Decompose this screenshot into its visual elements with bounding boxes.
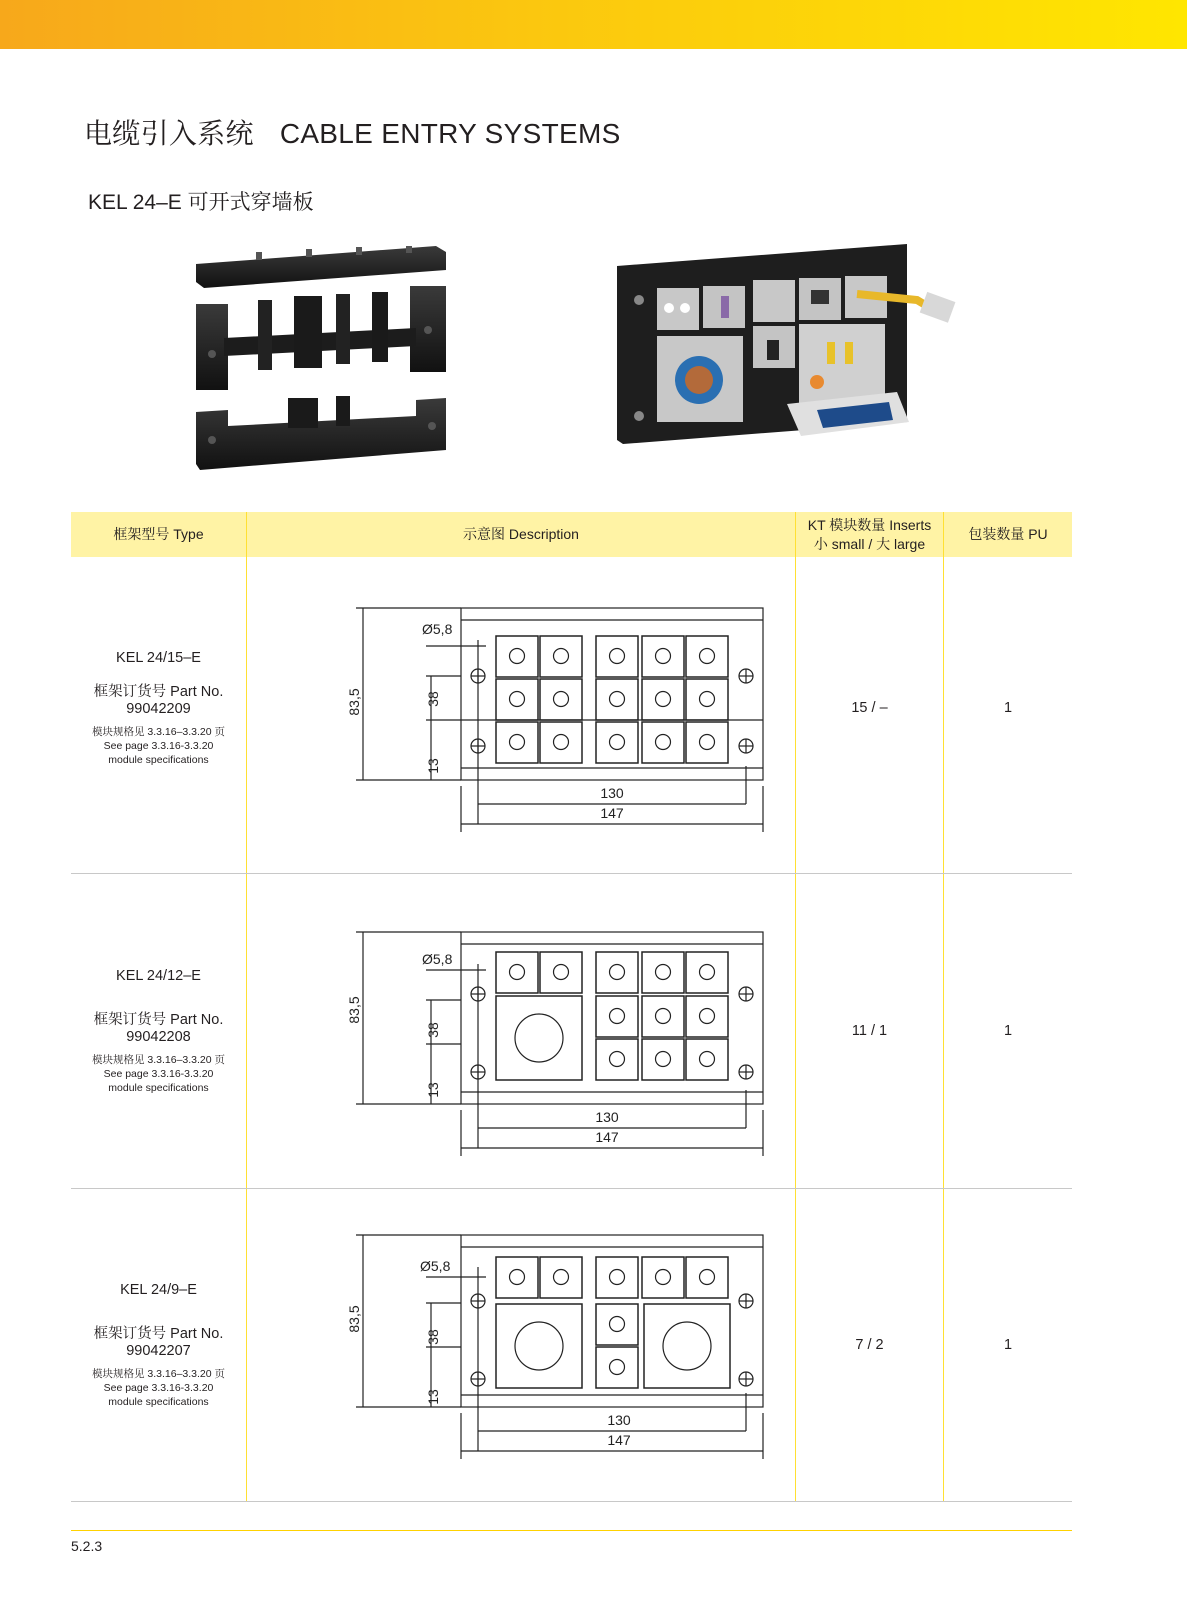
dim-hole-label: Ø5,8 bbox=[422, 951, 453, 967]
header-pu: 包装数量 PU bbox=[968, 526, 1048, 542]
dim-inner-width-label: 130 bbox=[600, 785, 624, 801]
dim-bottom-label: 13 bbox=[425, 1082, 441, 1098]
spec-note-cn: 模块规格见 3.3.16–3.3.20 页 bbox=[91, 725, 226, 738]
spec-note-en: module specifications bbox=[108, 753, 209, 766]
type-name: KEL 24/12–E bbox=[116, 967, 201, 984]
header-type: 框架型号 Type bbox=[113, 526, 204, 542]
spec-note-en: module specifications bbox=[108, 1081, 209, 1094]
dim-mid-label: 38 bbox=[425, 1329, 441, 1345]
product-subtitle: KEL 24–E 可开式穿墙板 bbox=[88, 191, 314, 214]
table-header bbox=[71, 512, 1072, 557]
dim-hole-label: Ø5,8 bbox=[422, 621, 453, 637]
type-cell bbox=[71, 874, 246, 1188]
dim-height-label: 83,5 bbox=[346, 996, 362, 1024]
spec-note-cn: 模块规格见 3.3.16–3.3.20 页 bbox=[91, 1053, 226, 1066]
pu-value: 1 bbox=[1003, 700, 1013, 716]
top-color-bar bbox=[0, 0, 1187, 49]
dim-height-label: 83,5 bbox=[346, 1305, 362, 1333]
header-inserts: KT 模块数量 Inserts 小 small / 大 large bbox=[807, 516, 932, 552]
dim-inner-width-label: 130 bbox=[595, 1109, 619, 1125]
dim-inner-width-label: 130 bbox=[607, 1412, 631, 1428]
part-no: 99042209 bbox=[126, 700, 191, 717]
product-table bbox=[71, 512, 1072, 1502]
dim-outer-width-label: 147 bbox=[607, 1432, 631, 1448]
dimension-drawing bbox=[326, 1233, 766, 1473]
part-no-label: 框架订货号 Part No. bbox=[93, 683, 224, 700]
dimension-drawing bbox=[326, 930, 766, 1170]
dim-outer-width-label: 147 bbox=[600, 805, 624, 821]
frame-open-photo bbox=[196, 246, 458, 476]
header-description: 示意图 Description bbox=[463, 526, 579, 542]
dim-mid-label: 38 bbox=[425, 1022, 441, 1038]
dim-hole-label: Ø5,8 bbox=[420, 1258, 451, 1274]
spec-note-cn: 模块规格见 3.3.16–3.3.20 页 bbox=[91, 1367, 226, 1380]
dim-height-label: 83,5 bbox=[346, 688, 362, 716]
table-row bbox=[71, 874, 1072, 1188]
row-divider bbox=[71, 1501, 1072, 1502]
type-name: KEL 24/15–E bbox=[116, 649, 201, 666]
footer-divider bbox=[71, 1530, 1072, 1531]
dim-bottom-label: 13 bbox=[425, 1389, 441, 1405]
spec-note-en: See page 3.3.16-3.3.20 bbox=[103, 1067, 214, 1080]
type-cell bbox=[71, 1189, 246, 1501]
page-title: 电缆引入系统 CABLE ENTRY SYSTEMS bbox=[84, 118, 621, 149]
table-row bbox=[71, 558, 1072, 873]
pu-value: 1 bbox=[1003, 1023, 1013, 1039]
inserts-value: 7 / 2 bbox=[855, 1337, 884, 1353]
dimension-drawing bbox=[326, 606, 766, 846]
part-no: 99042207 bbox=[126, 1342, 191, 1359]
type-cell bbox=[71, 558, 246, 858]
inserts-value: 15 / – bbox=[851, 700, 888, 716]
part-no-label: 框架订货号 Part No. bbox=[93, 1011, 224, 1028]
spec-note-en: module specifications bbox=[108, 1395, 209, 1408]
pu-value: 1 bbox=[1003, 1337, 1013, 1353]
inserts-value: 11 / 1 bbox=[851, 1023, 888, 1039]
part-no: 99042208 bbox=[126, 1028, 191, 1045]
frame-assembled-photo bbox=[617, 244, 969, 456]
dim-outer-width-label: 147 bbox=[595, 1129, 619, 1145]
spec-note-en: See page 3.3.16-3.3.20 bbox=[103, 1381, 214, 1394]
spec-note-en: See page 3.3.16-3.3.20 bbox=[103, 739, 214, 752]
page-number: 5.2.3 bbox=[71, 1538, 103, 1554]
type-name: KEL 24/9–E bbox=[120, 1281, 197, 1298]
dim-mid-label: 38 bbox=[425, 691, 441, 707]
part-no-label: 框架订货号 Part No. bbox=[93, 1325, 224, 1342]
dim-bottom-label: 13 bbox=[425, 758, 441, 774]
table-row bbox=[71, 1189, 1072, 1501]
